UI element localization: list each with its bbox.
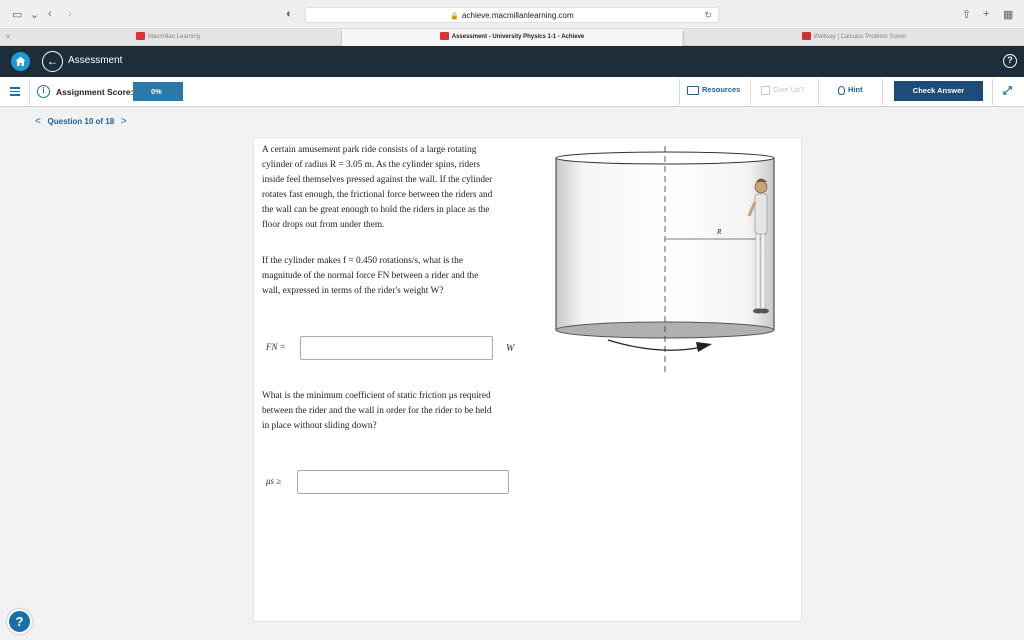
text-line: What is the minimum coefficient of static friction μs required — [262, 391, 491, 401]
question-card — [253, 137, 802, 622]
macmillan-logo-icon — [440, 32, 449, 40]
divider — [882, 79, 883, 105]
text-line: A certain amusement park ride consists of a large rotating — [262, 145, 477, 155]
tab-wallway[interactable] — [684, 29, 1024, 46]
refresh-icon[interactable]: ↻ — [704, 10, 712, 20]
tab-overview-icon[interactable]: ▦ — [1003, 9, 1014, 21]
hint-button[interactable] — [838, 85, 863, 95]
text-line: floor drops out from under them. — [262, 220, 385, 230]
normal-force-input[interactable] — [300, 336, 493, 360]
wallway-logo-icon — [802, 32, 811, 40]
arrowhead-icon — [696, 342, 712, 352]
help-button[interactable]: ? — [1003, 54, 1017, 68]
text-line: inside feel themselves pressed against the wall. If the cylinder — [262, 175, 493, 185]
page-title: Assessment — [68, 55, 123, 66]
question-intro — [262, 143, 520, 233]
tab-title: Macmillan Learning — [148, 34, 201, 40]
answer-row-normal-force — [262, 336, 532, 360]
score-badge: 0% — [133, 82, 183, 101]
tab-title: Assessment - University Physics 1-1 - Achieve — [451, 34, 585, 40]
divider — [818, 79, 819, 105]
text-line: the wall can be great enough to hold the riders in place as the — [262, 205, 490, 215]
hint-label: Hint — [848, 85, 863, 94]
resources-icon — [687, 86, 699, 95]
home-button[interactable] — [11, 52, 30, 71]
privacy-shield-icon[interactable]: ◐ — [286, 8, 293, 20]
chevron-down-icon[interactable]: ⌄ — [30, 9, 40, 21]
assignment-toolbar — [0, 77, 1024, 107]
normal-force-label: FN = — [266, 342, 286, 352]
question-part-1 — [262, 254, 520, 299]
arrow-left-icon: ← — [46, 54, 59, 68]
flag-icon — [761, 86, 770, 95]
text-line: between the rider and the wall in order for the rider to be held — [262, 406, 492, 416]
macmillan-logo-icon — [136, 32, 145, 40]
share-icon[interactable]: ⇧ — [962, 9, 972, 21]
tab-macmillan[interactable] — [136, 29, 336, 46]
give-up-label: Give Up? — [773, 85, 805, 94]
floating-help-button[interactable]: ? — [7, 609, 32, 634]
close-tab-icon[interactable]: ✕ — [5, 34, 11, 41]
friction-coefficient-label: μs ≥ — [266, 476, 282, 486]
resources-button[interactable] — [687, 85, 740, 95]
browser-forward-icon[interactable]: › — [68, 8, 72, 20]
rotation-direction-arrow — [608, 340, 702, 350]
give-up-button[interactable] — [761, 85, 804, 95]
weight-unit: W — [506, 343, 515, 354]
next-question-button[interactable]: > — [120, 116, 127, 127]
tab-title: Wallway | Calculus Problem Solver — [813, 34, 907, 40]
tab-strip — [0, 29, 1024, 46]
text-line: cylinder of radius R = 3.05 m. As the cylinder spins, riders — [262, 160, 481, 170]
browser-back-icon[interactable]: ‹ — [48, 8, 52, 20]
question-counter[interactable]: Question 10 of 18 — [47, 117, 115, 126]
previous-question-button[interactable]: < — [35, 116, 41, 127]
rotating-cylinder-figure — [550, 144, 780, 376]
url-text: achieve.macmillanlearning.com — [462, 11, 574, 20]
expand-icon[interactable]: ⤢ — [1003, 85, 1012, 97]
question-part-2 — [262, 389, 520, 434]
info-icon[interactable]: i — [37, 85, 50, 98]
browser-toolbar — [0, 0, 1024, 29]
divider — [992, 79, 993, 105]
divider — [750, 79, 751, 105]
text-line: magnitude of the normal force FN between a rider and the — [262, 271, 479, 281]
menu-icon[interactable] — [10, 87, 20, 96]
answer-row-friction — [262, 470, 522, 494]
radius-label: R — [717, 228, 722, 236]
score-label: Assignment Score: — [56, 87, 134, 97]
new-tab-icon[interactable]: + — [983, 8, 990, 20]
address-bar[interactable] — [305, 7, 719, 23]
text-line: wall, expressed in terms of the rider's weight W? — [262, 286, 444, 296]
question-navigator — [35, 116, 127, 127]
tab-assessment[interactable] — [342, 29, 682, 46]
sidebar-toggle-icon[interactable]: ▭ — [12, 9, 23, 21]
divider — [679, 79, 680, 105]
app-header — [0, 46, 1024, 77]
text-line: If the cylinder makes f = 0.450 rotations/s, what is the — [262, 256, 463, 266]
friction-coefficient-input[interactable] — [297, 470, 509, 494]
resources-label: Resources — [702, 85, 741, 94]
divider — [29, 79, 30, 105]
lightbulb-icon — [838, 86, 845, 95]
back-button[interactable] — [42, 51, 63, 72]
home-icon — [11, 52, 30, 71]
lock-icon: 🔒 — [450, 13, 460, 20]
text-line: in place without sliding down? — [262, 421, 377, 431]
check-answer-button[interactable]: Check Answer — [894, 81, 983, 101]
text-line: rotates fast enough, the frictional force between the riders and — [262, 190, 493, 200]
